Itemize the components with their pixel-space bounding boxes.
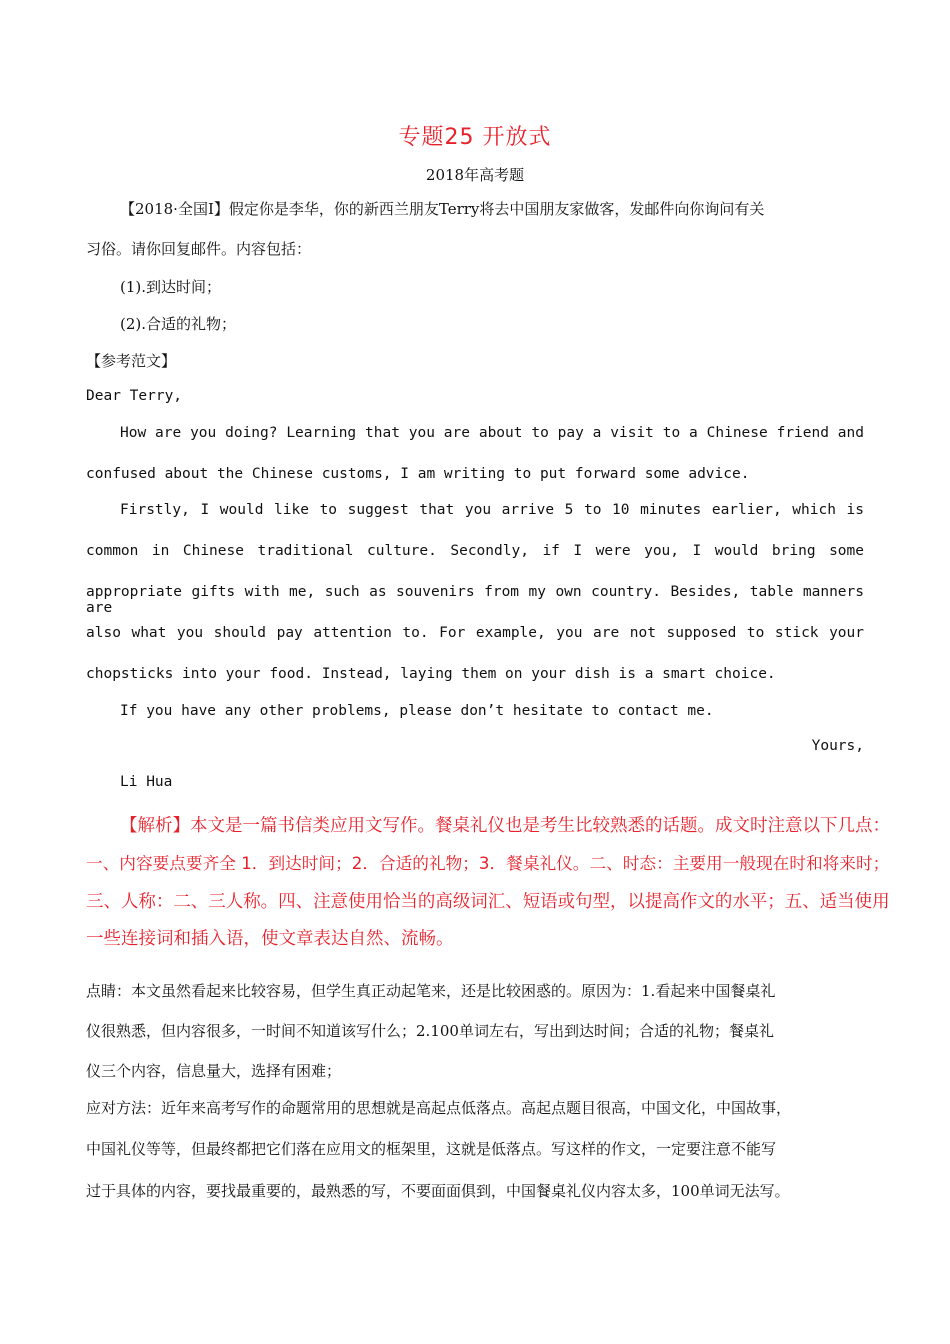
letter-salutation: Dear Terry, [86, 388, 183, 404]
question-line-2: 习俗。请你回复邮件。内容包括： [86, 240, 312, 258]
question-item-2: (2).合适的礼物； [120, 315, 237, 333]
method-line-3: 过于具体的内容，要找最重要的，最熟悉的写，不要面面俱到，中国餐桌礼仪内容太多，100单词无法写。 [86, 1182, 790, 1200]
question-item-1: (1).到达时间； [120, 278, 222, 296]
letter-p2-line-5: chopsticks into your food. Instead, laying them on your dish is a smart choice. [86, 666, 776, 682]
letter-signature: Li Hua [120, 774, 173, 790]
letter-p3-line-1: If you have any other problems, please don’t hesitate to contact me. [120, 703, 714, 719]
analysis-line-2: 一、内容要点要齐全 1．到达时间；2．合适的礼物；3．餐桌礼仪。二、时态：主要用一般现在时和将来时； [86, 854, 890, 873]
letter-p1-line-2: confused about the Chinese customs, I am writing to put forward some advice. [86, 466, 750, 482]
letter-p2-line-4: also what you should pay attention to. For example, you are not supposed to stick your [86, 625, 864, 641]
dianjing-line-2: 仪很熟悉，但内容很多，一时间不知道该写什么；2.100单词左右，写出到达时间；合适的礼物；餐桌礼 [86, 1022, 774, 1040]
letter-p2-line-3: appropriate gifts with me, such as souvenirs from my own country. Besides, table manners are [86, 584, 864, 616]
analysis-line-4: 一些连接词和插入语，使文章表达自然、流畅。 [86, 929, 454, 949]
page-subtitle: 2018年高考题 [425, 166, 525, 184]
question-line-1: 【2018·全国I】假定你是李华，你的新西兰朋友Terry将去中国朋友家做客，发邮件向你询问有关 [120, 200, 765, 218]
analysis-line-3: 三、人称：二、三人称。四、注意使用恰当的高级词汇、短语或句型，以提高作文的水平；五、适当使用 [86, 892, 890, 912]
letter-p2-line-1: Firstly, I would like to suggest that you arrive 5 to 10 minutes earlier, which is [120, 502, 864, 518]
page-title: 专题25 开放式 [398, 125, 552, 150]
dianjing-line-1: 点睛：本文虽然看起来比较容易，但学生真正动起笔来，还是比较困惑的。原因为：1.看起来中国餐桌礼 [86, 982, 776, 1000]
method-line-2: 中国礼仪等等，但最终都把它们落在应用文的框架里，这就是低落点。写这样的作文，一定要注意不能写 [86, 1140, 777, 1158]
letter-p2-line-2: common in Chinese traditional culture. Secondly, if I were you, I would bring some [86, 543, 864, 559]
sample-heading: 【参考范文】 [86, 352, 177, 370]
letter-closing: Yours, [811, 738, 864, 754]
dianjing-line-3: 仪三个内容，信息量大，选择有困难； [86, 1062, 342, 1080]
method-line-1: 应对方法：近年来高考写作的命题常用的思想就是高起点低落点。高起点题目很高，中国文化，中国故事， [86, 1099, 792, 1117]
letter-p1-line-1: How are you doing? Learning that you are about to pay a visit to a Chinese friend and [120, 425, 864, 441]
analysis-line-1: 【解析】本文是一篇书信类应用文写作。餐桌礼仪也是考生比较熟悉的话题。成文时注意以下几点： [120, 816, 890, 836]
